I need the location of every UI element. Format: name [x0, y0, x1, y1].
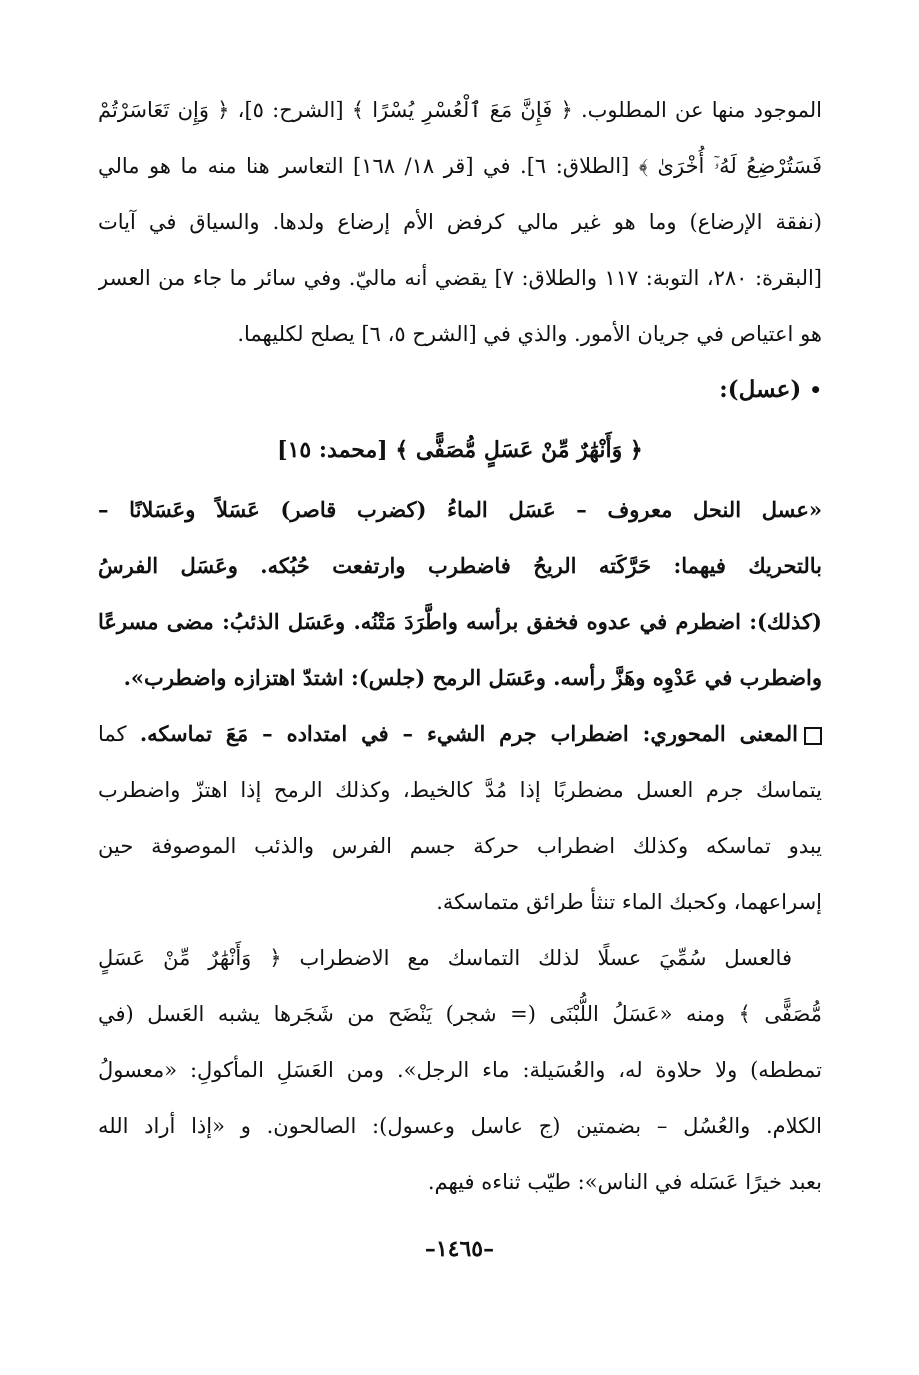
text-line: واضطرب في عَدْوِه وهَزَّ رأسه. وعَسَل الرمح (جلس): اشتدّ اهتزازه واضطرب». — [123, 665, 822, 690]
text-line: يبدو تماسكه وكذلك اضطراب حركة جسم الفرس والذئب الموصوفة حين — [98, 834, 822, 858]
bullet-icon: • — [809, 378, 822, 402]
closing-paragraph — [98, 930, 822, 1210]
text-line: بعبد خيرًا عَسَله في الناس»: طيّب ثناءه فيهم. — [427, 1170, 822, 1194]
text-line: تمططه) ولا حلاوة له، والعُسَيلة: ماء الرجل». ومن العَسَلِ المأكولِ: «معسولُ — [98, 1058, 822, 1082]
text-line: يتماسك جرم العسل مضطربًا إذا مُدَّ كالخيط، وكذلك الرمح إذا اهتزّ واضطرب — [98, 778, 822, 802]
core-meaning-rest: كما — [98, 722, 127, 746]
entry-heading-row — [98, 362, 822, 418]
definition-paragraph — [98, 482, 822, 706]
text-line: (نفقة الإرضاع) وما هو غير مالي كرفض الأم إرضاع ولدها. والسياق في آيات — [98, 210, 822, 234]
square-box-icon — [804, 727, 822, 745]
core-meaning-paragraph — [98, 706, 822, 930]
page-body — [98, 82, 822, 1210]
text-line: فَسَتُرْضِعُ لَهُۥٓ أُخْرَىٰ ﴾ [الطلاق: ٦]. في [قر ١٨/ ١٦٨] التعاسر هنا منه ما هو مالي — [98, 154, 822, 178]
entry-heading: (عسل): — [719, 376, 802, 403]
text-line: [البقرة: ٢٨٠، التوبة: ١١٧ والطلاق: ٧] يقضي أنه ماليّ. وفي سائر ما جاء من العسر — [98, 266, 822, 290]
text-line: فالعسل سُمِّيَ عسلًا لذلك التماسك مع الاضطراب ﴿ وَأَنْهَٰرٌ مِّنْ عَسَلٍ — [98, 946, 792, 970]
text-line: مُّصَفًّى ﴾ ومنه «عَسَلُ اللُّبْنَى (= شجر) يَنْضَح من شَجَرها يشبه العَسل (في — [98, 1002, 822, 1026]
page-number: –١٤٦٥– — [424, 1236, 495, 1262]
text-line: (كذلك): اضطرم في عدوه فخفق برأسه واطَّرَدَ مَتْنُه. وعَسَل الذئبُ: مضى مسرعًا — [98, 609, 822, 634]
text-line: هو اعتياص في جريان الأمور. والذي في [الشرح ٥، ٦] يصلح لكليهما. — [237, 322, 822, 346]
text-line: الكلام. والعُسُل – بضمتين (ج عاسل وعسول): الصالحون. و «إذا أراد الله — [98, 1114, 822, 1138]
intro-paragraph — [98, 82, 822, 362]
text-line: إسراعهما، وكحبك الماء تنثأ طرائق متماسكة. — [436, 890, 822, 914]
text-line: بالتحريك فيهما: حَرَّكَته الريحُ فاضطرب وارتفعت حُبُكه. وعَسَل الفرسُ — [98, 553, 822, 578]
core-meaning-first-line — [98, 706, 822, 762]
text-line: الموجود منها عن المطلوب. ﴿ فَإِنَّ مَعَ ٱلْعُسْرِ يُسْرًا ﴾ [الشرح: ٥]، ﴿ وَإِن تَعَاسَرْتُمْ — [98, 98, 822, 122]
quran-verse: ﴿ وَأَنْهَٰرٌ مِّنْ عَسَلٍ مُّصَفًّى ﴾ [محمد: ١٥] — [277, 437, 643, 463]
text-line: «عسل النحل معروف – عَسَل الماءُ (كضرب قاصر) عَسَلاً وعَسَلانًا – — [98, 497, 822, 522]
core-meaning-label: المعنى المحوري: اضطراب جرم الشيء – في امتداده – مَعَ تماسكه. — [139, 721, 798, 746]
